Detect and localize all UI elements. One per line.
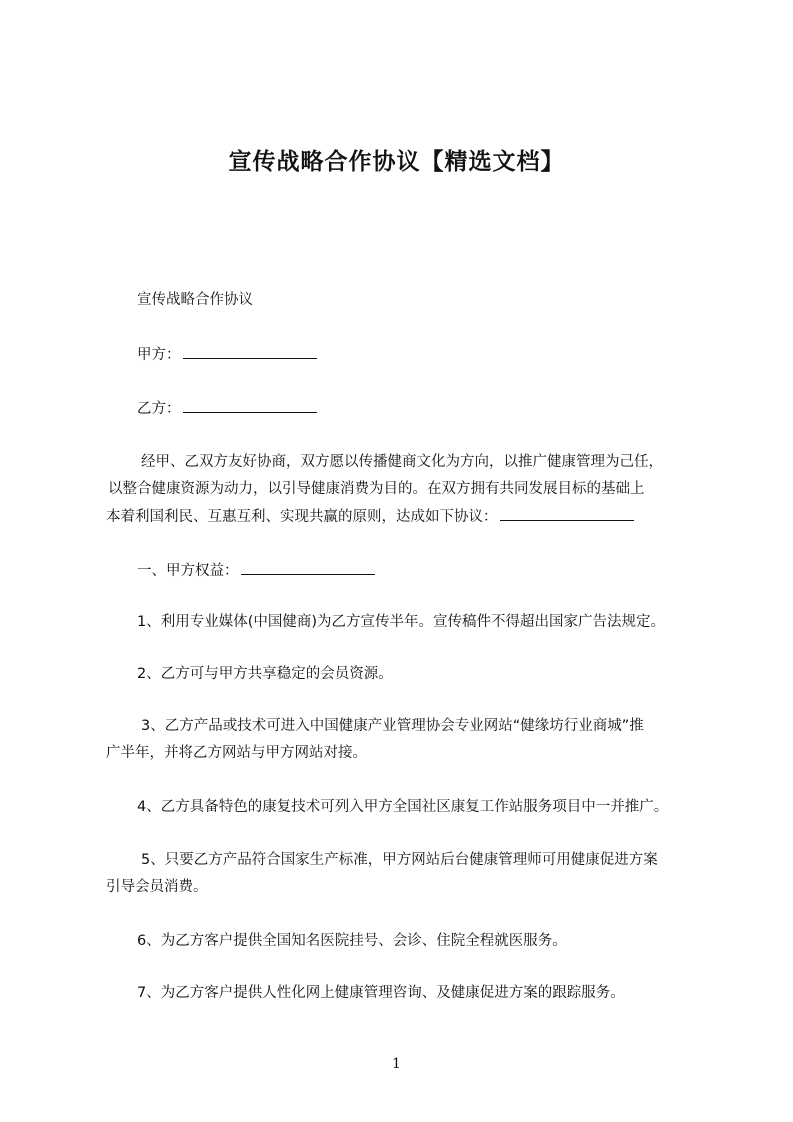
party-a-blank [183, 344, 317, 359]
section1-heading-line [137, 560, 375, 581]
section1-heading: 一、甲方权益： [137, 563, 239, 579]
agreement-subtitle: 宣传战略合作协议 [137, 292, 253, 308]
item-3-line-1: 3、乙方产品或技术可进入中国健康产业管理协会专业网站“健缘坊行业商城”推 [141, 718, 644, 734]
party-b-label: 乙方： [137, 401, 181, 417]
intro-line-2: 以整合健康资源为动力，以引导健康消费为目的。在双方拥有共同发展目标的基础上 [108, 481, 645, 497]
item-2: 2、乙方可与甲方共享稳定的会员资源。 [137, 666, 393, 682]
item-4: 4、乙方具备特色的康复技术可列入甲方全国社区康复工作站服务项目中一并推广。 [137, 799, 669, 815]
item-3-line-2: 广半年，并将乙方网站与甲方网站对接。 [106, 745, 367, 761]
intro-line-3 [106, 506, 634, 527]
party-b-line [137, 398, 317, 419]
intro-blank [500, 506, 634, 521]
item-5-line-1: 5、只要乙方产品符合国家生产标准，甲方网站后台健康管理师可用健康促进方案 [141, 852, 658, 868]
intro-line-1: 经甲、乙双方友好协商，双方愿以传播健商文化为方向，以推广健康管理为己任， [141, 454, 663, 470]
section1-blank [241, 560, 375, 575]
party-a-label: 甲方： [137, 347, 181, 363]
item-5-line-2: 引导会员消费。 [106, 879, 208, 895]
item-1: 1、利用专业媒体(中国健商)为乙方宣传半年。宣传稿件不得超出国家广告法规定。 [137, 614, 666, 630]
page-number: 1 [392, 1056, 401, 1072]
document-title: 宣传战略合作协议【精选文档】 [228, 149, 565, 175]
party-a-line [137, 344, 317, 365]
item-7: 7、为乙方客户提供人性化网上健康管理咨询、及健康促进方案的跟踪服务。 [137, 985, 625, 1001]
intro-line-3-text: 本着利国利民、互惠互利、实现共赢的原则，达成如下协议： [106, 509, 498, 525]
party-b-blank [183, 398, 317, 413]
item-6: 6、为乙方客户提供全国知名医院挂号、会诊、住院全程就医服务。 [137, 933, 567, 949]
